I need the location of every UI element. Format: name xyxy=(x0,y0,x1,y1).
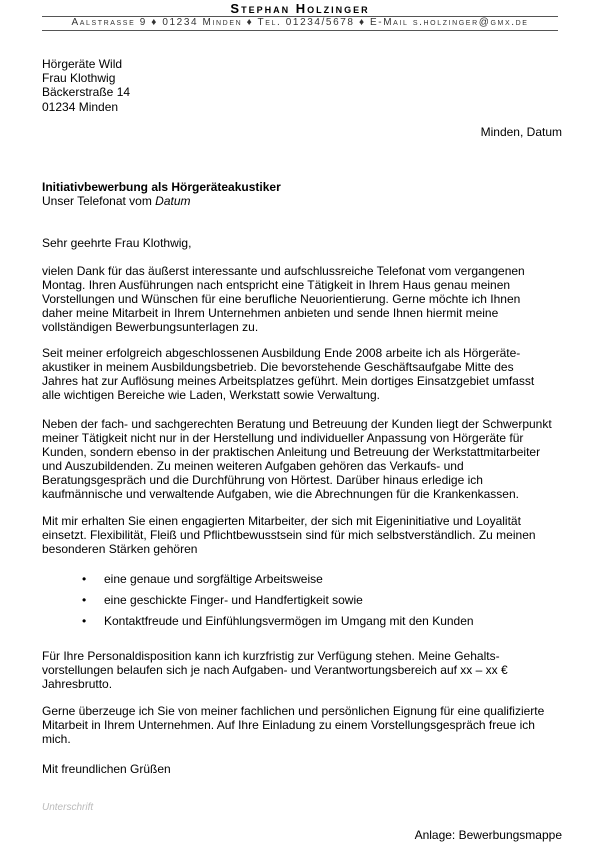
signature-placeholder: Unterschrift xyxy=(42,802,94,813)
letterhead-rule-bottom xyxy=(42,30,558,31)
paragraph-closing: Gerne überzeuge ich Sie von meiner fachlichen und persönlichen Eignung für eine qualifizierte Mitarbeit in Ihrem Unternehmen. Auf Ihre Einladung zu einem Vorstellungsgespräch freue ich mich. xyxy=(42,704,545,746)
paragraph-availability: Für Ihre Personaldisposition kann ich kurzfristig zur Verfügung stehen. Meine Gehalts-vorstellungen belaufen sich je nach Aufgaben- und Verantwortungsbereich auf xx – xx € Jahresbrutto. xyxy=(42,649,508,691)
salutation: Sehr geehrte Frau Klothwig, xyxy=(42,236,192,250)
attachment-note: Anlage: Bewerbungsmappe xyxy=(414,828,562,842)
paragraph-strengths-intro: Mit mir erhalten Sie einen engagierten Mitarbeiter, der sich mit Eigeninitiative und Loyalität einsetzt. Flexibilität, Fleiß und Pflichtbewusstsein sind für mich selbstverständlich. Zu meinen besonderen Stärken gehören xyxy=(42,514,536,556)
subject-reference-prefix: Unser Telefonat vom xyxy=(42,194,156,208)
paragraph-background: Seit meiner erfolgreich abgeschlossenen Ausbildung Ende 2008 arbeite ich als Hörgeräte-akustiker in meinem Ausbildungsbetrieb. Die bevorstehende Geschäftsaufgabe Mitte des Jahres hat zur Auflösung meines Arbeitsplatzes geführt. Mein dortiges Einsatzgebiet umfasst alle wichtigen Bereiche wie Laden, Werkstatt sowie Verwaltung. xyxy=(42,346,535,402)
sender-name: Stephan Holzinger xyxy=(230,1,370,16)
subject-title: Initiativbewerbung als Hörgeräteakustiker xyxy=(42,180,281,194)
closing-phrase: Mit freundlichen Grüßen xyxy=(42,762,171,776)
list-item: • eine genaue und sorgfältige Arbeitsweise xyxy=(82,572,474,593)
recipient-address xyxy=(42,57,130,114)
paragraph-intro: vielen Dank für das äußerst interessante und aufschlussreiche Telefonat vom vergangenen Montag. Ihren Ausführungen nach entspricht eine Tätigkeit in Ihrem Haus genau meinen Vorstellungen und Wünschen für eine berufliche Neuorientierung. Gerne möchte ich Ihnen daher meine Mitarbeit in Ihrem Unternehmen anbieten und sende Ihnen hiermit meine vollständigen Bewerbungsunterlagen zu. xyxy=(42,264,525,334)
subject-block xyxy=(42,180,281,208)
list-item: • Kontaktfreude und Einfühlungsvermögen im Umgang mit den Kunden xyxy=(82,614,474,635)
subject-reference xyxy=(42,194,281,208)
strengths-list xyxy=(82,572,474,635)
list-item: • eine geschickte Finger- und Handfertigkeit sowie xyxy=(82,593,474,614)
recipient-street: Bäckerstraße 14 xyxy=(42,85,131,100)
recipient-city: 01234 Minden xyxy=(42,99,119,114)
paragraph-duties: Neben der fach- und sachgerechten Beratung und Betreuung der Kunden liegt der Schwerpunkt meiner Tätigkeit nicht nur in der Herstellung und individueller Anpassung von Hörgeräte für Kunden, sondern ebenso in der praktischen Anleitung und Betreuung der Werkstattmitarbeiter und Auszubildenden. Zu meinen weiteren Aufgaben gehören das Verkaufs- und Beratungsgespräch und die Durchführung von Hörtest. Darüber hinaus erledige ich kaufmännische und verwaltende Aufgaben, wie die Abrechnungen für die Krankenkassen. xyxy=(42,417,552,501)
recipient-company: Hörgeräte Wild xyxy=(42,57,123,71)
sender-contact-line: Aalstrasse 9 ♦ 01234 Minden ♦ Tel. 01234/5678 ♦ E-Mail s.holzinger@gmx.de xyxy=(71,17,529,28)
recipient-person: Frau Klothwig xyxy=(42,71,116,86)
subject-reference-date: Datum xyxy=(155,194,191,208)
place-date: Minden, Datum xyxy=(480,125,562,139)
